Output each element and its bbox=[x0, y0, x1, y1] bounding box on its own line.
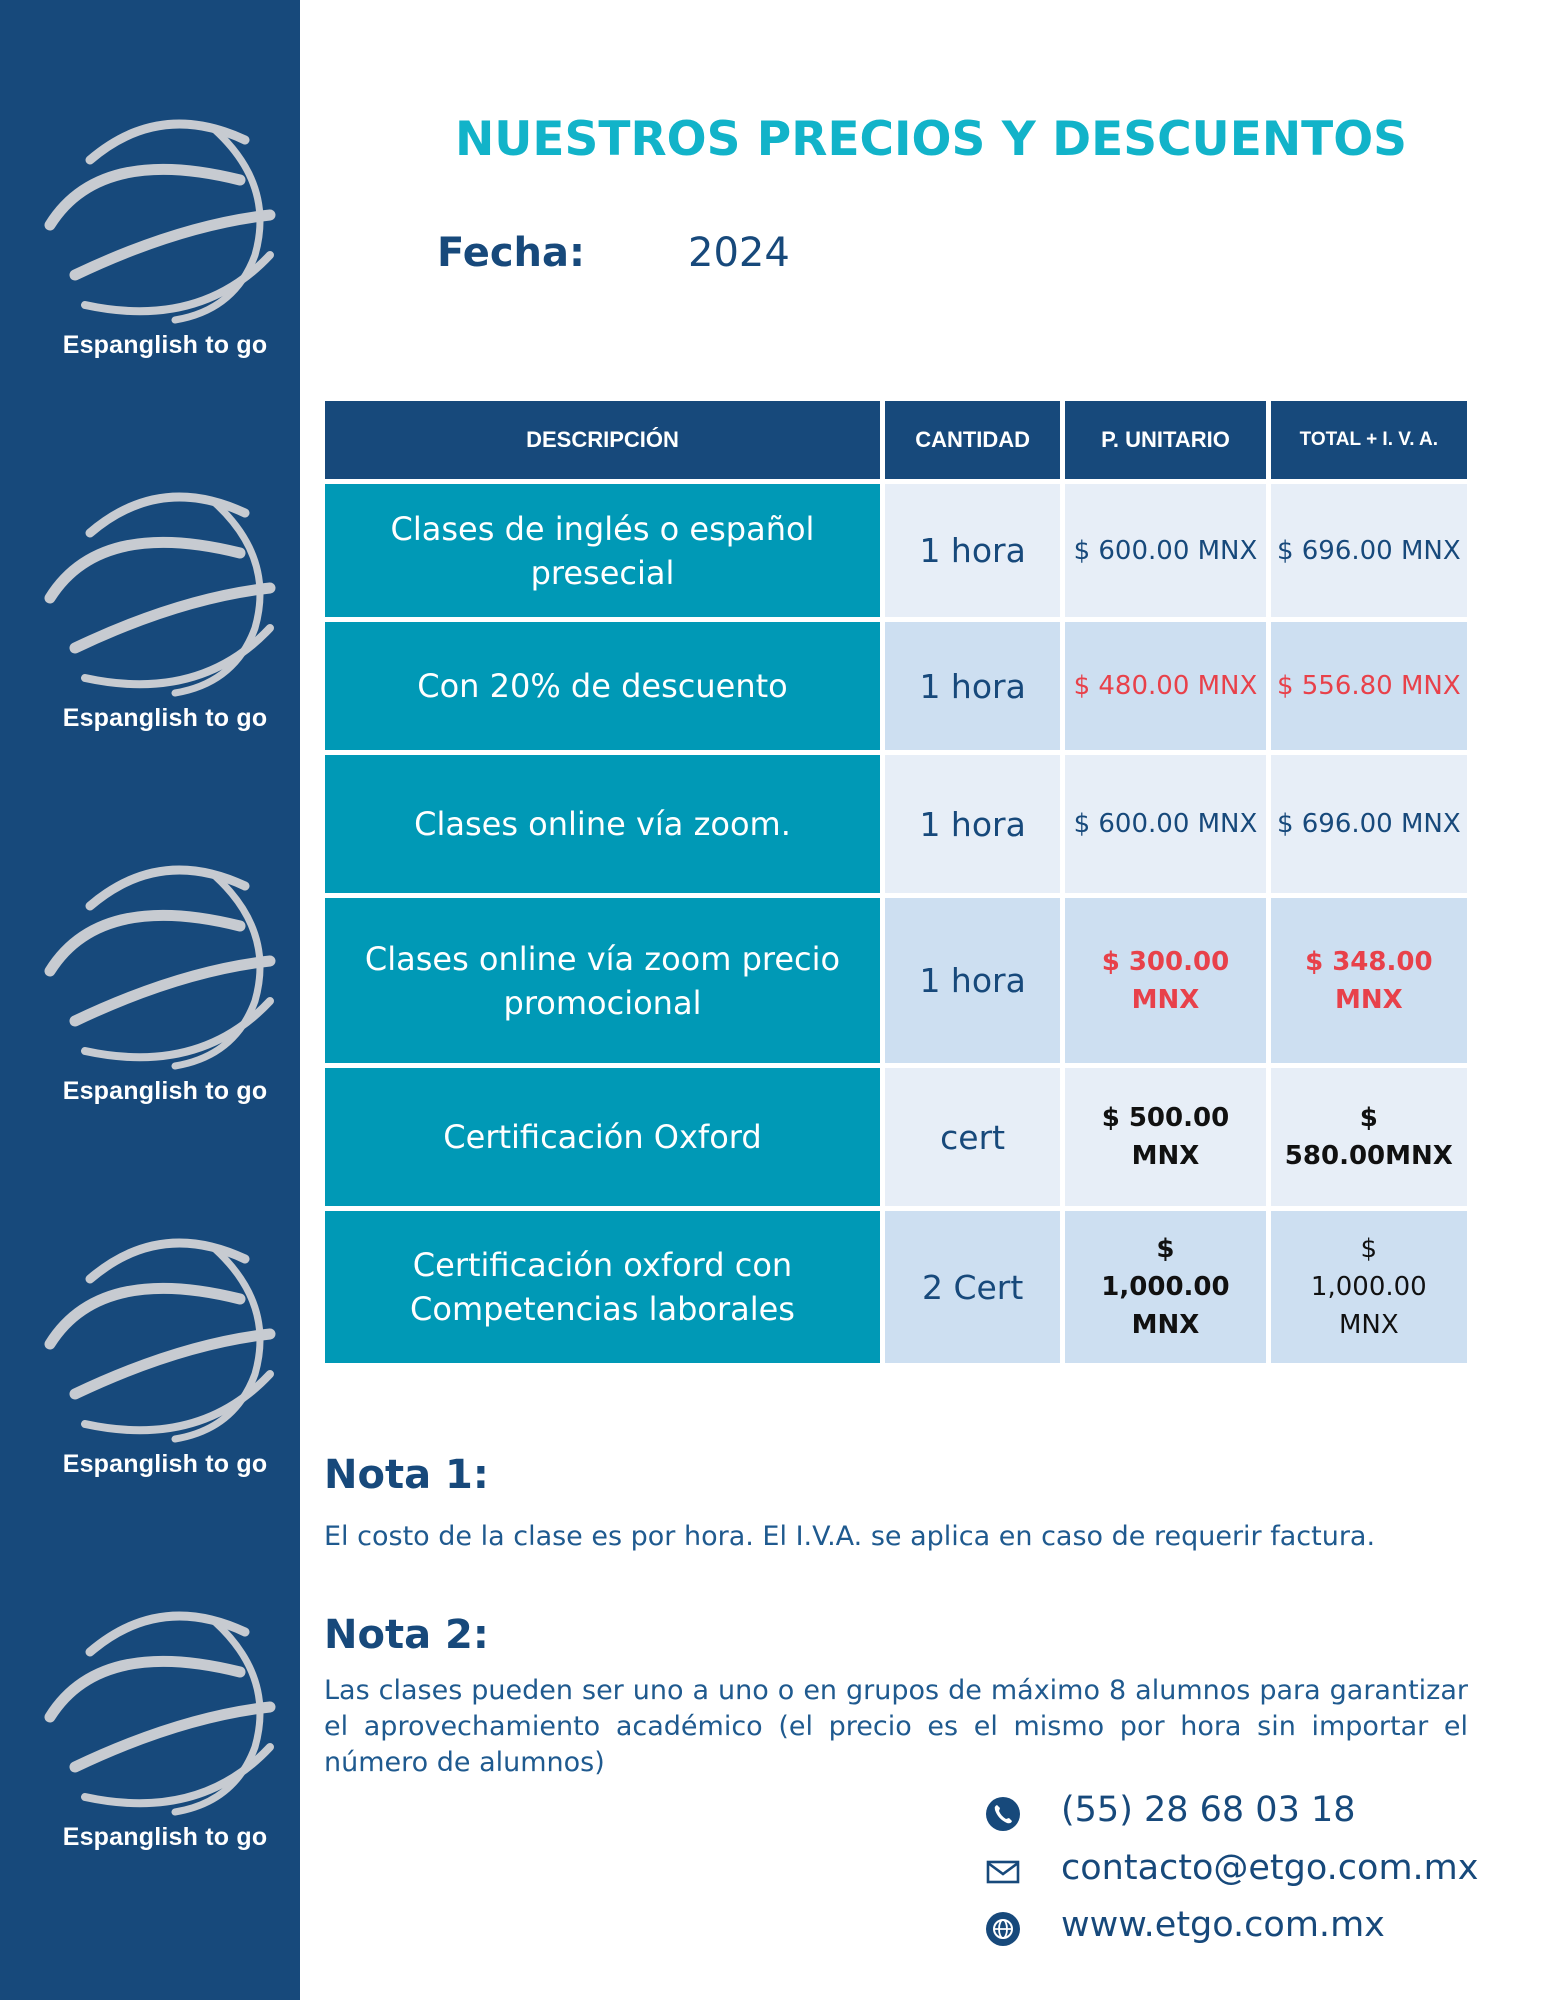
globe-logo-icon bbox=[30, 851, 280, 1071]
globe-logo-icon bbox=[30, 1224, 280, 1444]
brand-name: Espanglish to go bbox=[62, 331, 268, 359]
globe-logo-icon bbox=[30, 105, 280, 325]
brand-logo bbox=[30, 851, 280, 1121]
row-quantity: cert bbox=[885, 1068, 1060, 1206]
note-1-title: Nota 1: bbox=[324, 1452, 489, 1498]
row-total: $ 696.00 MNX bbox=[1271, 755, 1467, 893]
row-unit-price: $ 1,000.00 MNX bbox=[1065, 1211, 1265, 1363]
table-row bbox=[325, 1068, 1467, 1206]
note-2-text: Las clases pueden ser uno a uno o en grupos de máximo 8 alumnos para garantizar el aprovechamiento académico (el precio es el mismo por hora sin importar el número de alumnos) bbox=[324, 1675, 1468, 1778]
brand-logo bbox=[30, 478, 280, 748]
row-unit-price: $ 480.00 MNX bbox=[1065, 622, 1265, 750]
brand-name: Espanglish to go bbox=[62, 1077, 268, 1105]
globe-logo-icon bbox=[30, 1597, 280, 1817]
contact-email[interactable] bbox=[985, 1848, 1505, 1898]
row-description: Con 20% de descuento bbox=[325, 622, 880, 750]
mail-icon bbox=[985, 1854, 1021, 1890]
email-link[interactable]: contacto@etgo.com.mx bbox=[1061, 1848, 1479, 1888]
row-quantity: 2 Cert bbox=[885, 1211, 1060, 1363]
row-total: $ 1,000.00 MNX bbox=[1271, 1211, 1467, 1363]
row-total: $ 580.00MNX bbox=[1271, 1068, 1467, 1206]
table-row bbox=[325, 622, 1467, 750]
contact-web[interactable] bbox=[985, 1905, 1505, 1955]
row-unit-price: $ 500.00 MNX bbox=[1065, 1068, 1265, 1206]
brand-logo bbox=[30, 1224, 280, 1494]
row-description: Certificación Oxford bbox=[325, 1068, 880, 1206]
table-row bbox=[325, 898, 1467, 1063]
phone-number: (55) 28 68 03 18 bbox=[1061, 1790, 1356, 1830]
price-table bbox=[320, 396, 1472, 1368]
brand-name: Espanglish to go bbox=[62, 1823, 268, 1851]
globe-logo-icon bbox=[30, 478, 280, 698]
row-description: Clases de inglés o español presecial bbox=[325, 484, 880, 617]
column-header-total: TOTAL + I. V. A. bbox=[1271, 401, 1467, 479]
brand-name: Espanglish to go bbox=[62, 704, 268, 732]
row-unit-price: $ 600.00 MNX bbox=[1065, 755, 1265, 893]
row-description: Clases online vía zoom. bbox=[325, 755, 880, 893]
row-unit-price: $ 600.00 MNX bbox=[1065, 484, 1265, 617]
table-row bbox=[325, 484, 1467, 617]
row-total: $ 556.80 MNX bbox=[1271, 622, 1467, 750]
note-1-text: El costo de la clase es por hora. El I.V.A. se aplica en caso de requerir factura. bbox=[324, 1521, 1376, 1552]
column-header-description: DESCRIPCIÓN bbox=[325, 401, 880, 479]
website-link[interactable]: www.etgo.com.mx bbox=[1061, 1905, 1385, 1945]
row-description: Certificación oxford con Competencias laborales bbox=[325, 1211, 880, 1363]
row-total: $ 348.00 MNX bbox=[1271, 898, 1467, 1063]
date-value: 2024 bbox=[688, 230, 790, 276]
row-unit-price: $ 300.00 MNX bbox=[1065, 898, 1265, 1063]
row-quantity: 1 hora bbox=[885, 622, 1060, 750]
table-row bbox=[325, 1211, 1467, 1363]
phone-icon bbox=[985, 1796, 1021, 1832]
note-2-title: Nota 2: bbox=[324, 1612, 489, 1658]
table-row bbox=[325, 755, 1467, 893]
row-quantity: 1 hora bbox=[885, 898, 1060, 1063]
page-title: NUESTROS PRECIOS Y DESCUENTOS bbox=[454, 112, 1408, 167]
globe-icon bbox=[985, 1911, 1021, 1947]
contact-phone bbox=[985, 1790, 1505, 1840]
column-header-quantity: CANTIDAD bbox=[885, 401, 1060, 479]
sidebar bbox=[0, 0, 300, 2000]
brand-logo bbox=[30, 105, 280, 375]
table-header-row bbox=[325, 401, 1467, 479]
row-quantity: 1 hora bbox=[885, 755, 1060, 893]
row-quantity: 1 hora bbox=[885, 484, 1060, 617]
row-total: $ 696.00 MNX bbox=[1271, 484, 1467, 617]
brand-logo bbox=[30, 1597, 280, 1867]
row-description: Clases online vía zoom precio promocional bbox=[325, 898, 880, 1063]
column-header-unit-price: P. UNITARIO bbox=[1065, 401, 1265, 479]
brand-name: Espanglish to go bbox=[62, 1450, 268, 1478]
date-label: Fecha: bbox=[437, 230, 586, 276]
